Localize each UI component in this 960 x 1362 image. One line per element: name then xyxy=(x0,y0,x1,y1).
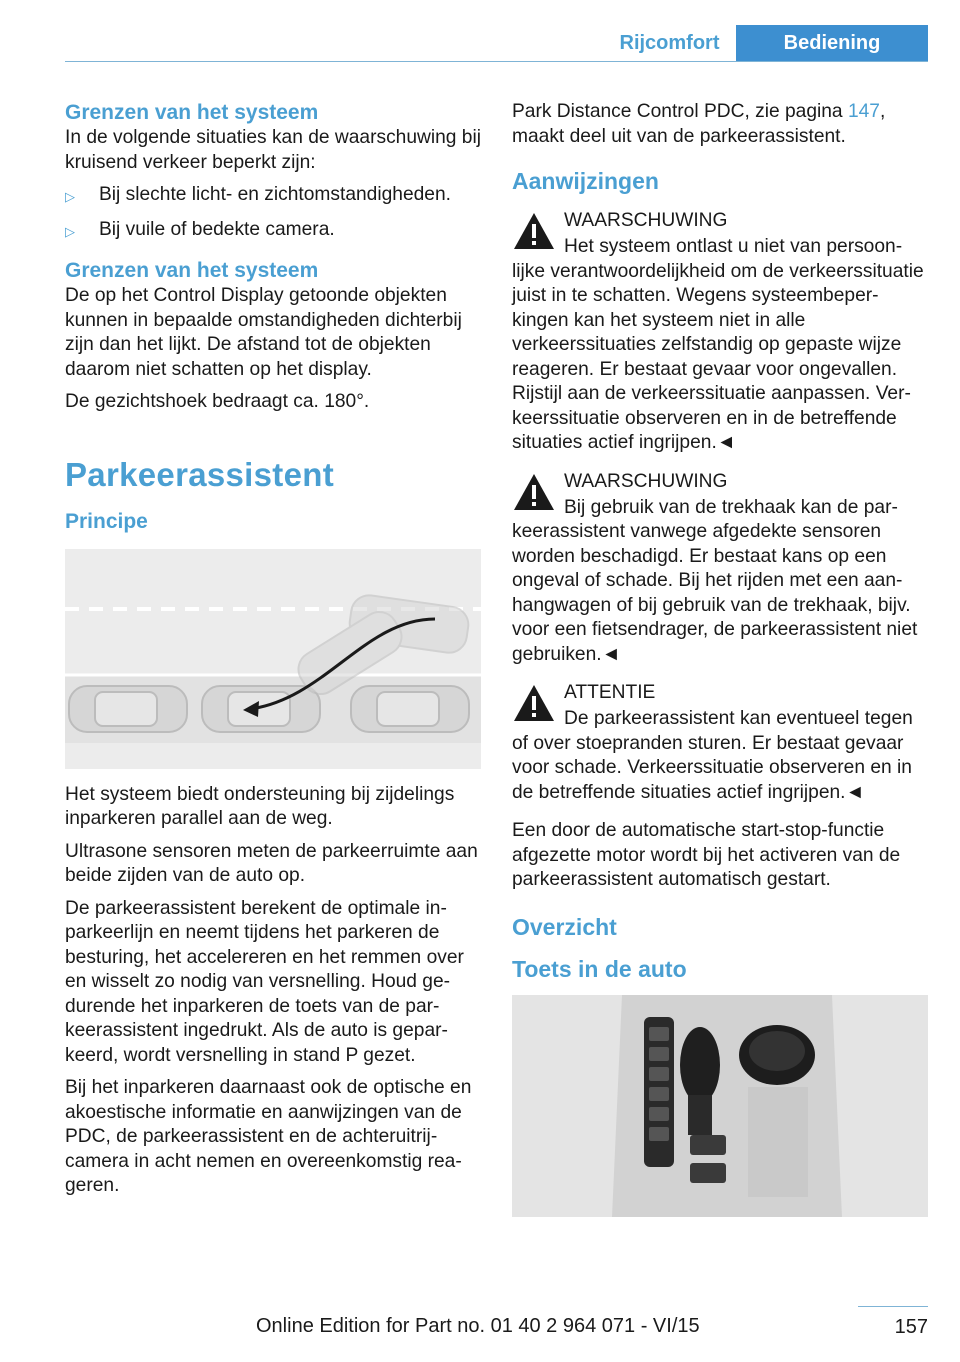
list-item xyxy=(65,218,481,245)
chapter-title: Parkeerassistent xyxy=(65,455,334,493)
header-active-tab[interactable]: Bediening xyxy=(736,25,928,61)
header-section-tab[interactable]: Rijcomfort xyxy=(619,31,720,54)
bullet-triangle-icon: ▷ xyxy=(65,223,75,239)
paragraph: Een door de automatische start-stop-functie afgezette motor wordt bij het activeren van de parkeerassistent automatisch gestart. xyxy=(512,820,901,890)
parked-car-left xyxy=(69,686,187,732)
subsection-title-principle: Principe xyxy=(65,509,148,533)
warning-triangle-icon xyxy=(512,683,556,723)
list-item xyxy=(65,183,481,210)
parking-car xyxy=(202,686,320,732)
warning-text: Bij gebruik van de trekhaak kan de parkeerassistent vanwege afgedekte sensoren worden beschadigd. Er bestaat kans op een ongeval of schade. Bij het rijden met een aanhangwagen of bij gebruik van de trekhaak, bijv. voor een fietsendrager, de parkeerassistent niet gebruiken.◄ xyxy=(512,496,918,665)
page-number: 157 xyxy=(894,1316,928,1338)
paragraph: Het systeem biedt ondersteuning bij zijdelings inparkeren parallel aan de weg. xyxy=(65,783,455,829)
warning-label: WAARSCHUWING xyxy=(564,470,728,492)
subsection-title-button: Toets in de auto xyxy=(512,955,687,982)
warning-label: WAARSCHUWING xyxy=(564,210,728,231)
footer-rule xyxy=(858,1306,928,1307)
paragraph: Bij het inparkeren daarnaast ook de optische en akoestische informatie en aanwijzingen van de PDC, de parkeerassistent en de achteruitrijcamera in acht nemen en overeenkomstig reageren. xyxy=(65,1077,472,1196)
intro-text-end: , maakt deel uit van de parkeerassistent. xyxy=(512,101,886,147)
paragraph: De parkeerassistent berekent de optimale inparkeerlijn en neemt tijdens het parkeren de besturing, het accelereren en het remmen over en wisselt zo nodig van versnelling. Houd gedurende het inparkeren de toets van de parkeerassistent ingedrukt. Als de auto is geparkeerd, wordt versnelling in stand P gezet. xyxy=(65,897,464,1066)
list-item-text: Bij slechte licht- en zichtomstandigheden. xyxy=(99,184,451,205)
warning-block-1 xyxy=(512,209,928,456)
warning-text: Het systeem ontlast u niet van persoonlijke verantwoordelijkheid om de verkeerssituatie juist in te schatten. Wegens systeembeperkingen kan het systeem niet in alle verkeerssituaties zelfstandig op gepaste wijze reageren. Er bestaat gevaar voor ongevallen. Rijstijl aan de verkeerssituatie aanpassen. Verkeerssituatie observeren en in de betreffende situaties actief ingrijpen.◄ xyxy=(512,236,924,453)
parked-car-right xyxy=(351,686,469,732)
paragraph-intro xyxy=(512,100,928,149)
paragraph: Ultrasone sensoren meten de parkeerruimte aan beide zijden van de auto op. xyxy=(65,840,478,886)
attention-label: ATTENTIE xyxy=(564,682,656,703)
center-console-figure xyxy=(512,995,928,1217)
bullet-triangle-icon: ▷ xyxy=(65,189,75,204)
intro-text: Park Distance Control PDC, zie pagina xyxy=(512,101,848,122)
paragraph: In de volgende situaties kan de waarschuwing bij kruisend verkeer beperkt zijn: xyxy=(65,127,481,173)
section-title-overview: Overzicht xyxy=(512,913,617,940)
left-column xyxy=(65,100,481,1207)
right-column xyxy=(512,100,928,1231)
page-link-147[interactable]: 147 xyxy=(847,101,880,122)
section-title-limits-1: Grenzen van het systeem xyxy=(65,101,319,124)
warning-block-2 xyxy=(512,470,928,668)
edition-note: Online Edition for Part no. 01 40 2 964 071 - VI/15 xyxy=(256,1315,700,1337)
section-title-limits-2: Grenzen van het systeem xyxy=(65,259,319,282)
header-rule xyxy=(65,61,928,62)
warning-triangle-icon xyxy=(512,211,556,251)
paragraph: De op het Control Display getoonde objekten kunnen in bepaalde omstandigheden dichterbij zijn dan het lijkt. De afstand tot de objekten daarom niet schatten op het display. xyxy=(65,285,462,380)
list-item-text: Bij vuile of bedekte camera. xyxy=(99,218,335,240)
attention-text: De parkeerassistent kan eventueel tegen of over stoepranden sturen. Er bestaat gevaar voor schade. Verkeerssituatie observeren en in de betreffende situaties actief ingrijpen.◄ xyxy=(512,708,913,803)
warning-triangle-icon xyxy=(512,472,556,512)
section-title-notes: Aanwijzingen xyxy=(512,168,659,194)
paragraph: De gezichtshoek bedraagt ca. 180°. xyxy=(65,391,370,412)
attention-block xyxy=(512,681,928,805)
parking-principle-figure xyxy=(65,549,481,769)
